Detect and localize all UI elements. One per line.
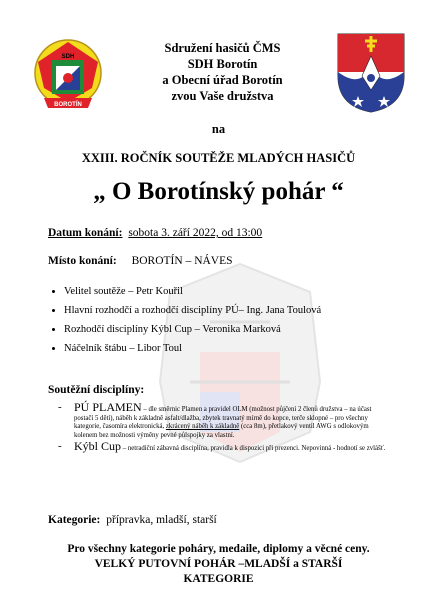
official-item: • Velitel soutěže – Petr Kouřil <box>64 286 321 297</box>
official-item: • Hlavní rozhodčí a rozhodčí disciplíny PÚ– Ing. Jana Toulová <box>64 305 321 316</box>
discipline-text-post: (cca 8m), přetlakový ventil AWG s odlokovým kolenem bez možnosti výměny pevné půlspojky za vlastní. <box>74 423 369 439</box>
categories-line <box>48 514 217 526</box>
discipline-text-underlined: zkrácený náběh k základně <box>165 423 240 431</box>
categories-label: Kategorie: <box>48 514 101 526</box>
header-line-3: a Obecní úřad Borotín <box>162 73 283 87</box>
place-line <box>48 255 233 267</box>
header-line-1: Sdružení hasičů ČMS <box>164 41 281 55</box>
footer-line-3: KATEGORIE <box>183 573 254 585</box>
discipline-name: Kýbl Cup <box>74 439 122 454</box>
na-word: na <box>211 122 226 136</box>
event-title: „ O Borotínský pohár “ <box>93 178 344 205</box>
discipline-item <box>58 400 388 440</box>
date-line <box>48 227 262 239</box>
official-item: • Rozhodčí disciplíny Kýbl Cup – Veronika Marková <box>64 324 321 335</box>
discipline-name: PÚ PLAMEN <box>74 400 142 414</box>
header-line-2: SDH Borotín <box>187 57 258 71</box>
borotin-coat-of-arms <box>336 32 406 114</box>
officials-list <box>48 286 321 362</box>
disciplines-list <box>58 400 388 456</box>
header-block <box>110 40 335 104</box>
header-line-4: zvou Vaše družstva <box>171 89 274 103</box>
logo-top-text: SDH <box>61 54 75 60</box>
discipline-item <box>58 439 388 454</box>
dash-marker: - <box>58 401 62 413</box>
date-value: sobota 3. září 2022, od 13:00 <box>128 227 263 239</box>
sdh-borotin-logo <box>32 36 104 112</box>
place-label: Místo konání: <box>48 255 117 267</box>
competition-edition: XXIII. ROČNÍK SOUTĚŽE MLADÝCH HASIČŮ <box>81 151 356 165</box>
date-label: Datum konání: <box>48 227 123 239</box>
discipline-text: – netradiční zábavná disciplína, pravidla k dispozici při prezenci. Nepovinná - hodnotí se zvlášť. <box>121 445 386 453</box>
disciplines-heading: Soutěžní disciplíny: <box>48 384 145 396</box>
discipline-text: – dle směrnic Plamen a pravidel OLM (možnost půjčení 2 členů družstva – na účast postačí 5 dětí), náběh k základně asfalt/dlažba, zbytek travnatý mírně do kopce, terče sklopné – pro všechny kategorie, časomíra elektronická, <box>74 406 372 431</box>
dash-marker: - <box>58 440 62 453</box>
footer-line-1: Pro všechny kategorie poháry, medaile, diplomy a věcné ceny. <box>67 543 370 555</box>
official-item: • Náčelník štábu – Libor Toul <box>64 343 321 354</box>
footer-line-2: VELKÝ PUTOVNÍ POHÁR –MLADŠÍ a STARŠÍ <box>94 558 343 570</box>
place-value: BOROTÍN – NÁVES <box>131 255 233 267</box>
logo-bottom-text: BOROTÍN <box>54 102 82 108</box>
categories-value: přípravka, mladší, starší <box>106 514 217 526</box>
